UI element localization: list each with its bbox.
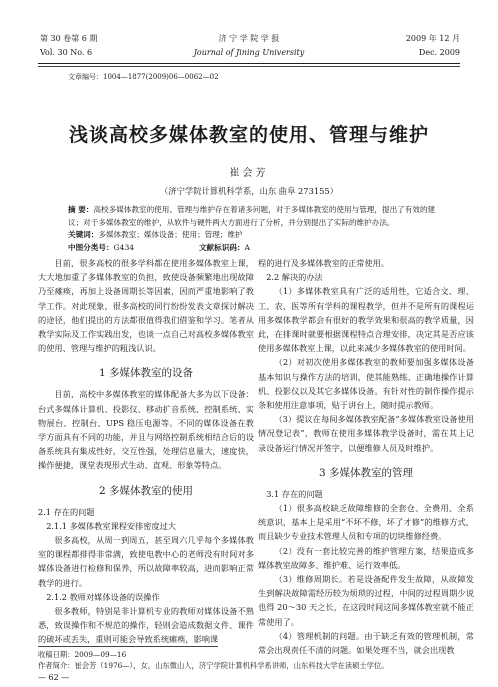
issue-date-cn: 2009 年 12 月 xyxy=(405,34,460,43)
classification-line: 中图分类号：G434 文献标识码：A xyxy=(68,242,251,252)
volume-issue-en: Vol. 30 No. 6 xyxy=(40,48,93,57)
author-name: 崔会芳 xyxy=(229,168,269,179)
header-rule-thin xyxy=(38,66,460,67)
subsection-2-1-2-heading: 2.1.2 教师对媒体设备的误操作 xyxy=(46,591,160,602)
problem-item-4: （4）管理机制的问题。由于缺乏有效的管理机制，常常会出现责任不清的问题。如果处理不当，就会出现教 xyxy=(258,630,474,656)
problem-item-3: （3）维修周期长。若是设备配件发生故障，从故障发生到解决故障需经历较为烦琐的过程，中间的过程周期少说也得 20～30 天之长，在这段时间这间多媒体教室就不能正常使用了。 xyxy=(258,574,474,627)
footnote-author-bio: 作者简介：崔会芳（1976—），女，山东微山人，济宁学院计算机科学系讲师，山东科技大学在读硕士学位。 xyxy=(38,661,389,670)
problem-item-1: （1）很多高校缺乏故障维修的全套仓、全费用、全系统意识，基本上是采用“不坏不修，坏了才修”的维修方式，而且缺少专业技术管理人员和专项的切块维修经费。 xyxy=(258,503,474,542)
problem-item-2: （2）没有一套比较完善的维护管理方案，结果造成多媒体教室故障多、维护难、运行效率低。 xyxy=(258,545,474,570)
abstract-text: 摘 要：高校多媒体教室的使用、管理与维护存在着诸多问题，对于多媒体教室的使用与管理，提出了有效的建议；对于多媒体教室的维护，从软件与硬件两大方面进行了分析，并分别提出了实际的维护办法。 xyxy=(68,205,436,227)
subsection-2-1-1-heading: 2.1.1 多媒体教室课程安排密度过大 xyxy=(46,520,177,531)
journal-name-en: Journal of Jining University xyxy=(193,48,305,57)
section-3-heading: 3 多媒体教室的管理 xyxy=(318,466,414,479)
journal-name-cn: 济 宁 学 院 学 报 xyxy=(218,34,280,43)
footnote-received: 收稿日期：2009—09—16 xyxy=(38,650,127,659)
subsection-2-1-1-text: 很多高校，从周一到周五，甚至周六几乎每个多媒体教室的课程都排得非常满，致使电教中心的老师没有时间对多媒体设备进行检修和保养，所以故障率较高，进而影响正常教学的进行。 xyxy=(38,535,254,588)
section-1-heading: 1 多媒体教室的设备 xyxy=(98,367,194,380)
left-column xyxy=(38,256,254,647)
paper-title: 浅谈高校多媒体教室的使用、管理与维护 xyxy=(68,124,429,146)
solution-item-2: （2）对初次使用多媒体教室的教师要加强多媒体设备基本知识与操作方法的培训，使其能熟练、正确地操作计算机、投影仪以及其它多媒体设备。有针对性的制作操作提示条和使用注意事项，贴于讲台上，随时提示教师。 xyxy=(258,357,474,411)
abstract-block xyxy=(68,204,438,254)
subsection-3-1-heading: 3.1 存在的问题 xyxy=(266,488,323,499)
subsection-2-2-heading: 2.2 解决的办法 xyxy=(266,272,323,283)
volume-issue-cn: 第 30 卷第 6 期 xyxy=(40,34,98,43)
header-rule xyxy=(38,63,460,64)
right-column xyxy=(258,256,474,657)
solution-item-1: （1）多媒体教室具有广泛的适用性，它适合文、理、工、农、医等所有学科的课程教学，但并不是所有的课程运用多媒体教学都会有很好的教学效果和很高的教学质量，因此，在排课时就要根据课程特点合理安排，决定其是否应该使用多媒体教室上课，以此来减少多媒体教室的使用时间。 xyxy=(258,286,474,354)
page-number: — 62 — xyxy=(38,673,70,682)
subsection-2-1-2-text: 很多教师，特别是非计算机专业的教师对媒体设备不熟悉，致误操作和不规范的操作，轻则会造成数据文件、课件的破坏或丢失，重则可能会导致系统瘫痪，影响课 xyxy=(38,606,254,645)
intro-paragraph: 目前，很多高校的很多学科都在使用多媒体教室上课，大大地加重了多媒体教室的负担，致使设备频繁地出现故障乃至瘫痪，再加上设备周期长等因素，因而严重地影响了教学工作。对此现象，很多高校的同行纷纷发表文章探讨解决的途径，他们提出的方法都很值得我们借鉴和学习。笔者从教学实际及工作实践出发，也谈一点自己对高校多媒体教室的使用、管理与维护的粗浅认识。 xyxy=(38,258,254,354)
footnote-rule xyxy=(38,646,218,647)
author-affiliation: （济宁学院计算机科学系，山东 曲阜 273155） xyxy=(160,186,338,196)
article-number: 文章编号：1004—1877(2009)06—0062—02 xyxy=(68,73,219,81)
solution-item-3: （3）提议在每间多媒体教室配备“多媒体教室设备使用情况登记表”，教师在使用多媒体教学设备时，需在其上记录设备运行情况并签字，以便维修人员及时维护。 xyxy=(258,414,474,453)
keywords-line: 关键词：多媒体教室；媒体设备；使用；管理；维护 xyxy=(68,230,243,239)
subsection-2-1-heading: 2.1 存在的问题 xyxy=(38,506,95,517)
issue-date-en: Dec. 2009 xyxy=(418,48,460,57)
continued-text: 程的进行及多媒体教室的正常使用。 xyxy=(258,258,390,268)
section-1-text: 目前，高校中多媒体教室的媒体配备大多为以下设备：台式多媒体计算机、投影仪、移动扩音系统、控制系统、实物展台、控制台、UPS 稳压电源等。不同的媒体设备在教学方面具有不同的功能，并且与网络控制系统相结合后的设备系统具有集成性好，交互性强，处理信息量大，速度快，操作便捷，课堂表现形式生动、直观、形象等特点。 xyxy=(38,389,254,471)
section-2-heading: 2 多媒体教室的使用 xyxy=(98,484,194,497)
